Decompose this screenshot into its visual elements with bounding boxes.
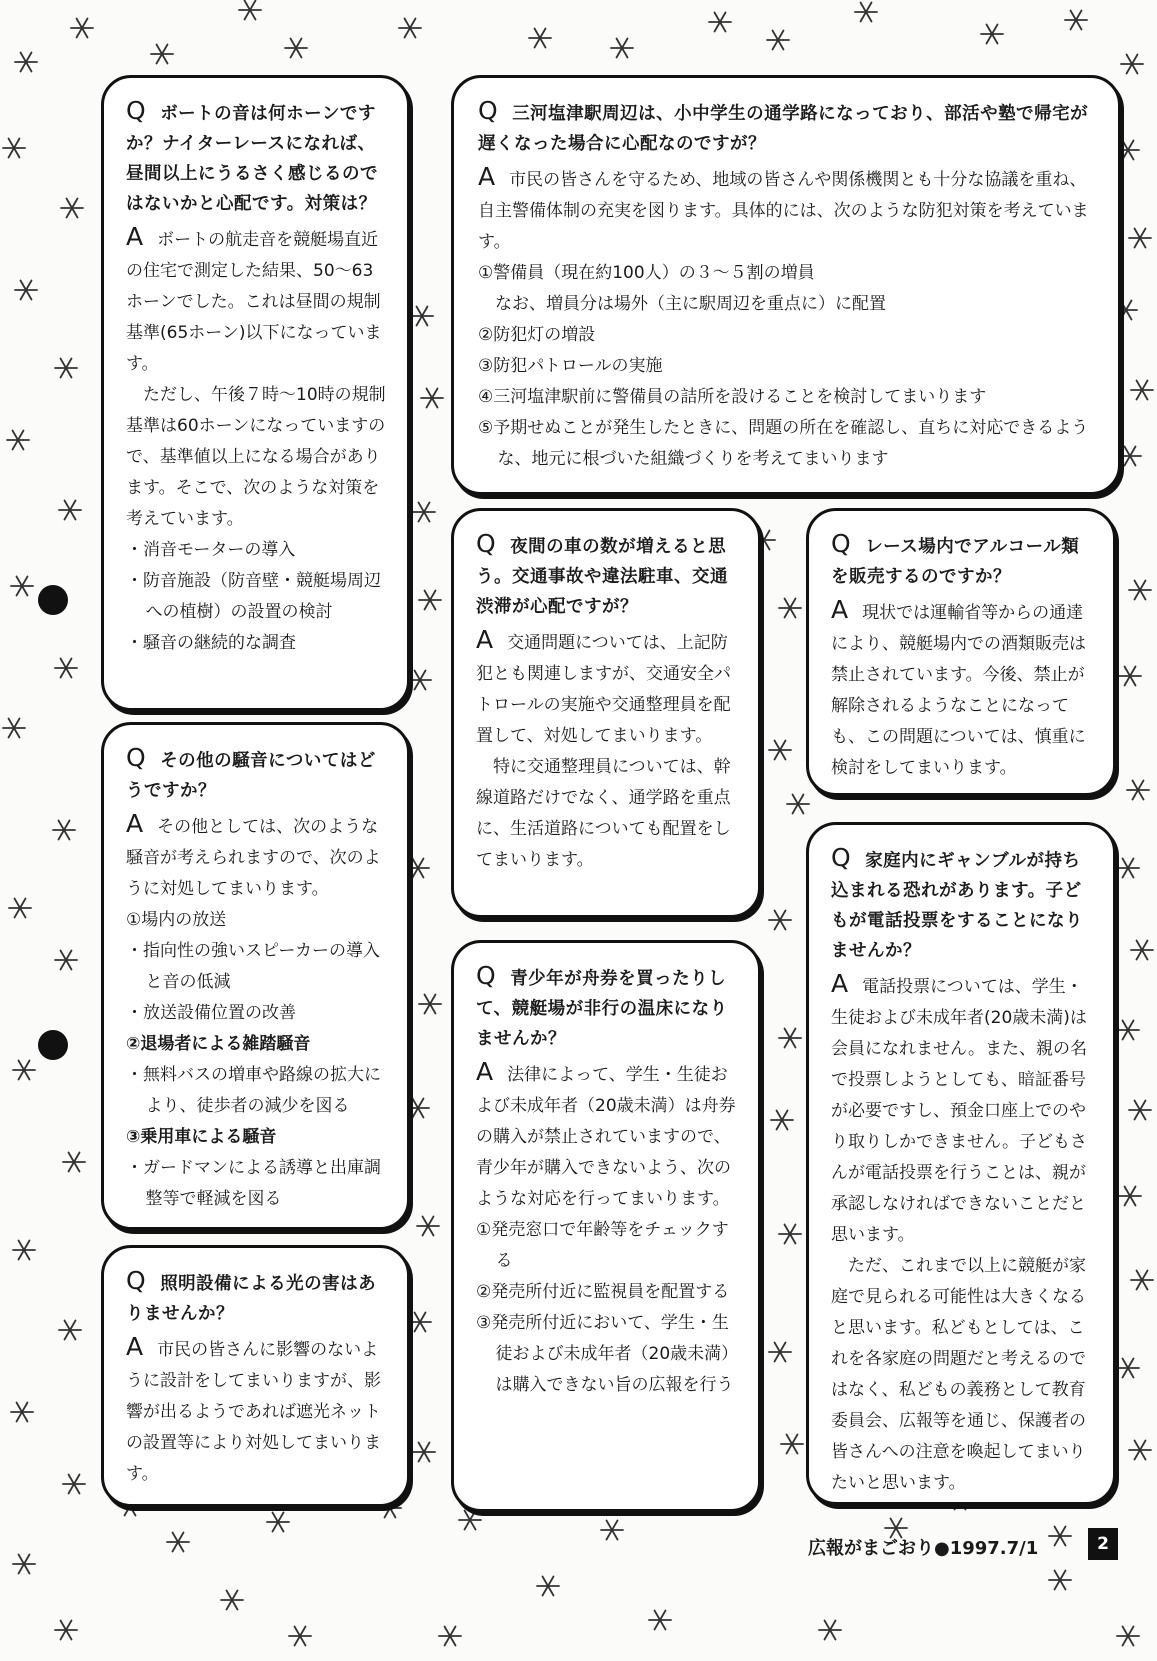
- q-mark: Q: [831, 529, 852, 558]
- list-item: ①警備員（現在約100人）の３～５割の増員: [478, 263, 815, 283]
- qa-box-alcohol: [806, 508, 1116, 796]
- answer: A ボートの航走音を競艇場直近の住宅で測定した結果、50～63ホーンでした。これは昼間の規制基準(65ホーン)以下になっています。: [126, 222, 382, 374]
- answer: A 市民の皆さんを守るため、地域の皆さんや関係機関とも十分な協議を重ね、自主警備体制の充実を図ります。具体的には、次のような防犯対策を考えています。: [478, 162, 1089, 252]
- qa-box-traffic: [451, 508, 761, 918]
- answer-paragraph: ただし、午後７時～10時の規制基準は60ホーンになっていますので、基準値以上になる場合があります。そこで、次のような対策を考えています。: [126, 385, 386, 529]
- list-item: ・騒音の継続的な調査: [126, 633, 296, 653]
- q-mark: Q: [476, 961, 497, 990]
- measures-list: [126, 905, 387, 1215]
- list-item: ②防犯灯の増設: [478, 325, 596, 345]
- question: Q 三河塩津駅周辺は、小中学生の通学路になっており、部活や塾で帰宅が遅くなった場合に心配なのですが？: [478, 96, 1089, 154]
- list-item: ・無料バスの増車や路線の拡大により、徒歩者の減少を図る: [126, 1065, 381, 1116]
- question: Q 照明設備による光の害はありませんか？: [126, 1266, 377, 1324]
- question: Q その他の騒音についてはどうですか？: [126, 743, 376, 801]
- question: Q 家庭内にギャンブルが持ち込まれる恐れがあります。子どもが電話投票をすることになりませんか？: [831, 843, 1083, 961]
- list-item: ③乗用車による騒音: [126, 1127, 277, 1147]
- answer: A 交通問題については、上記防犯とも関連しますが、交通安全パトロールの実施や交通整理員を配置して、対処してまいります。: [476, 625, 731, 746]
- answer-paragraph: 特に交通整理員については、幹線道路だけでなく、通学路を重点に、生活道路についても配置をしてまいります。: [476, 757, 731, 870]
- list-item: ・指向性の強いスピーカーの導入と音の低減: [126, 941, 380, 992]
- list-item: ・ガードマンによる誘導と出庫調整等で軽減を図る: [126, 1158, 381, 1209]
- list-item: なお、増員分は場外（主に駅周辺を重点に）に配置: [478, 294, 886, 314]
- question: Q ボートの音は何ホーンですか？ナイターレースになれば、昼間以上にうるさく感じるのではないかと心配です。対策は？: [126, 96, 378, 214]
- qa-box-school-route: [451, 75, 1121, 495]
- qa-box-other-noise: [101, 722, 410, 1230]
- q-mark: Q: [126, 743, 147, 772]
- a-mark: A: [831, 969, 849, 998]
- q-mark: Q: [831, 843, 852, 872]
- question: Q レース場内でアルコール類を販売するのですか？: [831, 529, 1080, 587]
- list-item: ・消音モーターの導入: [126, 540, 296, 560]
- answer: A その他としては、次のような騒音が考えられますので、次のように対処してまいります。: [126, 809, 381, 899]
- page-number: 2: [1088, 1528, 1118, 1560]
- question: Q 夜間の車の数が増えると思う。交通事故や違法駐車、交通渋滞が心配ですが？: [476, 529, 728, 617]
- q-mark: Q: [126, 96, 147, 125]
- qa-box-home-gambling: [806, 822, 1116, 1505]
- qa-box-boat-noise: [101, 75, 410, 711]
- measures-list: [476, 1215, 738, 1401]
- a-mark: A: [478, 162, 496, 191]
- a-mark: A: [126, 809, 144, 838]
- a-mark: A: [126, 1332, 144, 1361]
- list-item: ①場内の放送: [126, 910, 227, 930]
- binder-hole-top: [38, 585, 68, 615]
- answer: A 電話投票については、学生・生徒および未成年者(20歳未満)は会員になれません。また、親の名で投票しようとしても、暗証番号が必要ですし、預金口座上でのやり取りしかできません。子どもさんが電話投票を行うことは、親が承認しなければできないことだと思います。: [831, 969, 1088, 1245]
- a-mark: A: [476, 1057, 494, 1086]
- question: Q 青少年が舟券を買ったりして、競艇場が非行の温床になりませんか？: [476, 961, 728, 1049]
- a-mark: A: [476, 625, 494, 654]
- binder-hole-bottom: [38, 1030, 68, 1060]
- a-mark: A: [126, 222, 144, 251]
- list-item: ④三河塩津駅前に警備員の詰所を設けることを検討してまいります: [478, 387, 987, 407]
- answer: A 法律によって、学生・生徒および未成年者（20歳未満）は舟券の購入が禁止されていますので、青少年が購入できないよう、次のような対応を行ってまいります。: [476, 1057, 736, 1209]
- list-item: ⑤予期せぬことが発生したときに、問題の所在を確認し、直ちに対応できるような、地元に根づいた組織づくりを考えてまいります: [478, 418, 1089, 469]
- publication-footer: 広報がまごおり●1997.7/1: [808, 1538, 1039, 1559]
- answer: A 現状では運輸省等からの通達により、競艇場内での酒類販売は禁止されています。今後、禁止が解除されるようなことになっても、この問題については、慎重に検討をしてまいります。: [831, 595, 1086, 778]
- answer-paragraph: ただ、これまで以上に競艇が家庭で見られる可能性は大きくなると思います。私どもとしては、これを各家庭の問題だと考えるのではなく、私どもの義務として教育委員会、広報等を通じ、保護者の皆さんへの注意を喚起してまいりたいと思います。: [831, 1256, 1086, 1493]
- list-item: ③発売所付近において、学生・生徒および未成年者（20歳未満）は購入できない旨の広報を行う: [476, 1313, 734, 1395]
- q-mark: Q: [478, 96, 499, 125]
- a-mark: A: [831, 595, 849, 624]
- list-item: ③防犯パトロールの実施: [478, 356, 663, 376]
- list-item: ②退場者による雑踏騒音: [126, 1034, 311, 1054]
- q-mark: Q: [126, 1266, 147, 1295]
- answer: A 市民の皆さんに影響のないように設計をしてまいりますが、影響が出るようであれば遮光ネットの設置等により対処してまいります。: [126, 1332, 381, 1484]
- measures-list: [478, 258, 1098, 475]
- list-item: ②発売所付近に監視員を配置する: [476, 1282, 730, 1302]
- qa-box-youth-tickets: [451, 940, 761, 1512]
- q-mark: Q: [476, 529, 497, 558]
- list-item: ・放送設備位置の改善: [126, 1003, 296, 1023]
- list-item: ①発売窓口で年齢等をチェックする: [476, 1220, 729, 1271]
- measures-list: [126, 535, 387, 659]
- qa-box-lighting: [101, 1245, 410, 1507]
- list-item: ・防音施設（防音壁・競艇場周辺への植樹）の設置の検討: [126, 571, 381, 622]
